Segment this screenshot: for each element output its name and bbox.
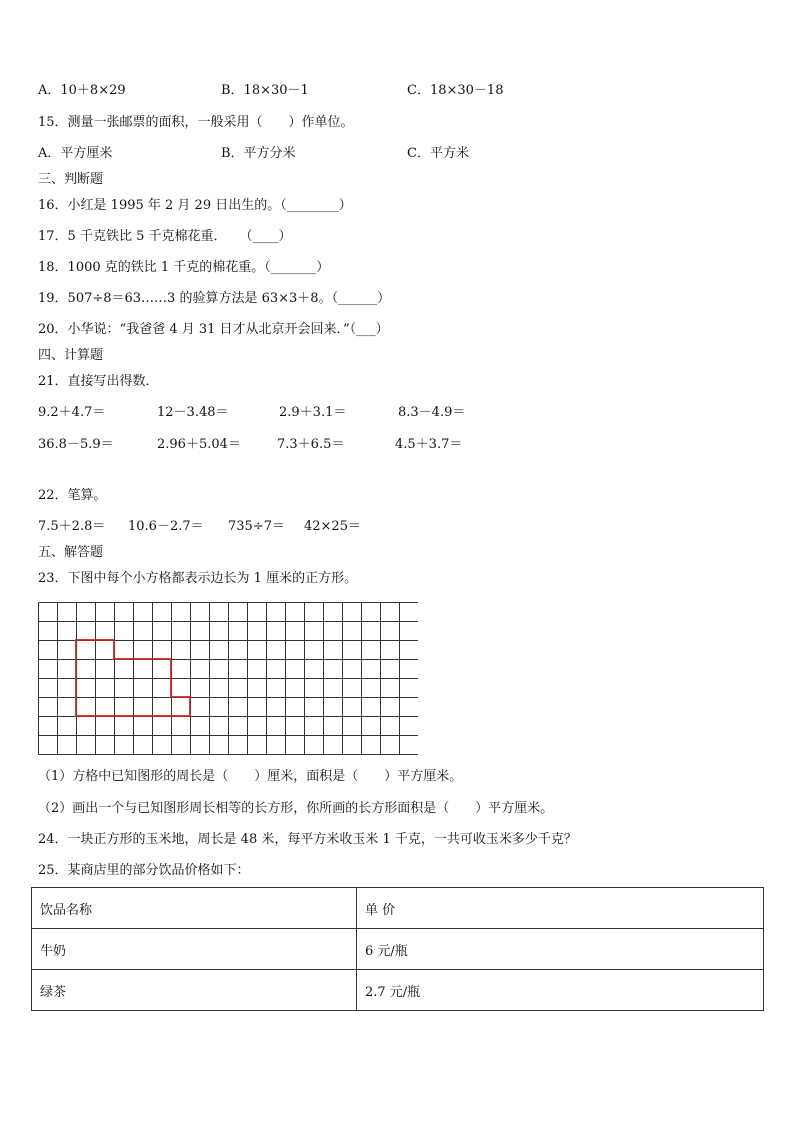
q21-item: 12－3.48＝ (157, 405, 229, 420)
q20-text: 20．小华说：“我爸爸 4 月 31 日才从北京开会回来．”（___） (38, 322, 389, 337)
q19-text: 19．507÷8＝63……3 的验算方法是 63×3＋8。（______） (38, 291, 391, 306)
q21-item: 4.5＋3.7＝ (395, 437, 463, 452)
grid-lines (39, 603, 419, 755)
q21-item: 9.2＋4.7＝ (38, 405, 106, 420)
q16-text: 16．小红是 1995 年 2 月 29 日出生的。（________） (38, 198, 352, 213)
table-row (32, 970, 764, 1011)
table-cell: 2.7 元/瓶 (357, 970, 764, 1011)
q21-text: 21．直接写出得数． (38, 374, 159, 389)
q21-item: 2.96＋5.04＝ (157, 437, 241, 452)
q14-option-a: A．10＋8×29 (38, 83, 126, 98)
q25-text: 25．某商店里的部分饮品价格如下： (38, 863, 250, 878)
q23-sub1: （1）方格中已知图形的周长是（ ）厘米，面积是（ ）平方厘米。 (38, 769, 463, 784)
q21-item: 7.3＋6.5＝ (277, 437, 345, 452)
table-header-row (32, 888, 764, 929)
price-table (31, 887, 764, 1011)
q18-text: 18．1000 克的铁比 1 千克的棉花重。（_______） (38, 260, 330, 275)
q22-item: 735÷7＝ (228, 519, 285, 534)
section-heading-judgement: 三、判断题 (38, 172, 104, 187)
q22-item: 42×25＝ (304, 519, 361, 534)
q24-text: 24．一块正方形的玉米地，周长是 48 米，每平方米收玉米 1 千克，一共可收玉米多少千克？ (38, 832, 577, 847)
table-cell: 6 元/瓶 (357, 929, 764, 970)
q17-text: 17．5 千克铁比 5 千克棉花重． （____） (38, 229, 292, 244)
q15-text: 15．测量一张邮票的面积，一般采用（ ）作单位。 (38, 115, 354, 130)
q21-item: 2.9＋3.1＝ (279, 405, 347, 420)
table-header-cell: 单 价 (357, 888, 764, 929)
q23-grid (38, 602, 418, 760)
q23-text: 23．下图中每个小方格都表示边长为 1 厘米的正方形。 (38, 571, 358, 586)
q14-option-b: B．18×30－1 (221, 83, 309, 98)
q21-item: 36.8－5.9＝ (38, 437, 114, 452)
square-grid-diagram (38, 602, 418, 756)
table-cell: 绿茶 (32, 970, 357, 1011)
q22-item: 7.5＋2.8＝ (38, 519, 106, 534)
q22-text: 22．笔算。 (38, 488, 107, 503)
section-heading-solutions: 五、解答题 (38, 545, 104, 560)
section-heading-calculation: 四、计算题 (38, 348, 104, 363)
table-header-cell: 饮品名称 (32, 888, 357, 929)
q21-item: 8.3－4.9＝ (398, 405, 466, 420)
q15-option-b: B．平方分米 (221, 146, 296, 161)
q15-option-c: C．平方米 (407, 146, 469, 161)
q23-sub2: （2）画出一个与已知图形周长相等的长方形，你所画的长方形面积是（ ）平方厘米。 (38, 801, 554, 816)
q22-item: 10.6－2.7＝ (128, 519, 204, 534)
table-row (32, 929, 764, 970)
q14-option-c: C．18×30－18 (407, 83, 504, 98)
table-cell: 牛奶 (32, 929, 357, 970)
q15-option-a: A．平方厘米 (38, 146, 113, 161)
